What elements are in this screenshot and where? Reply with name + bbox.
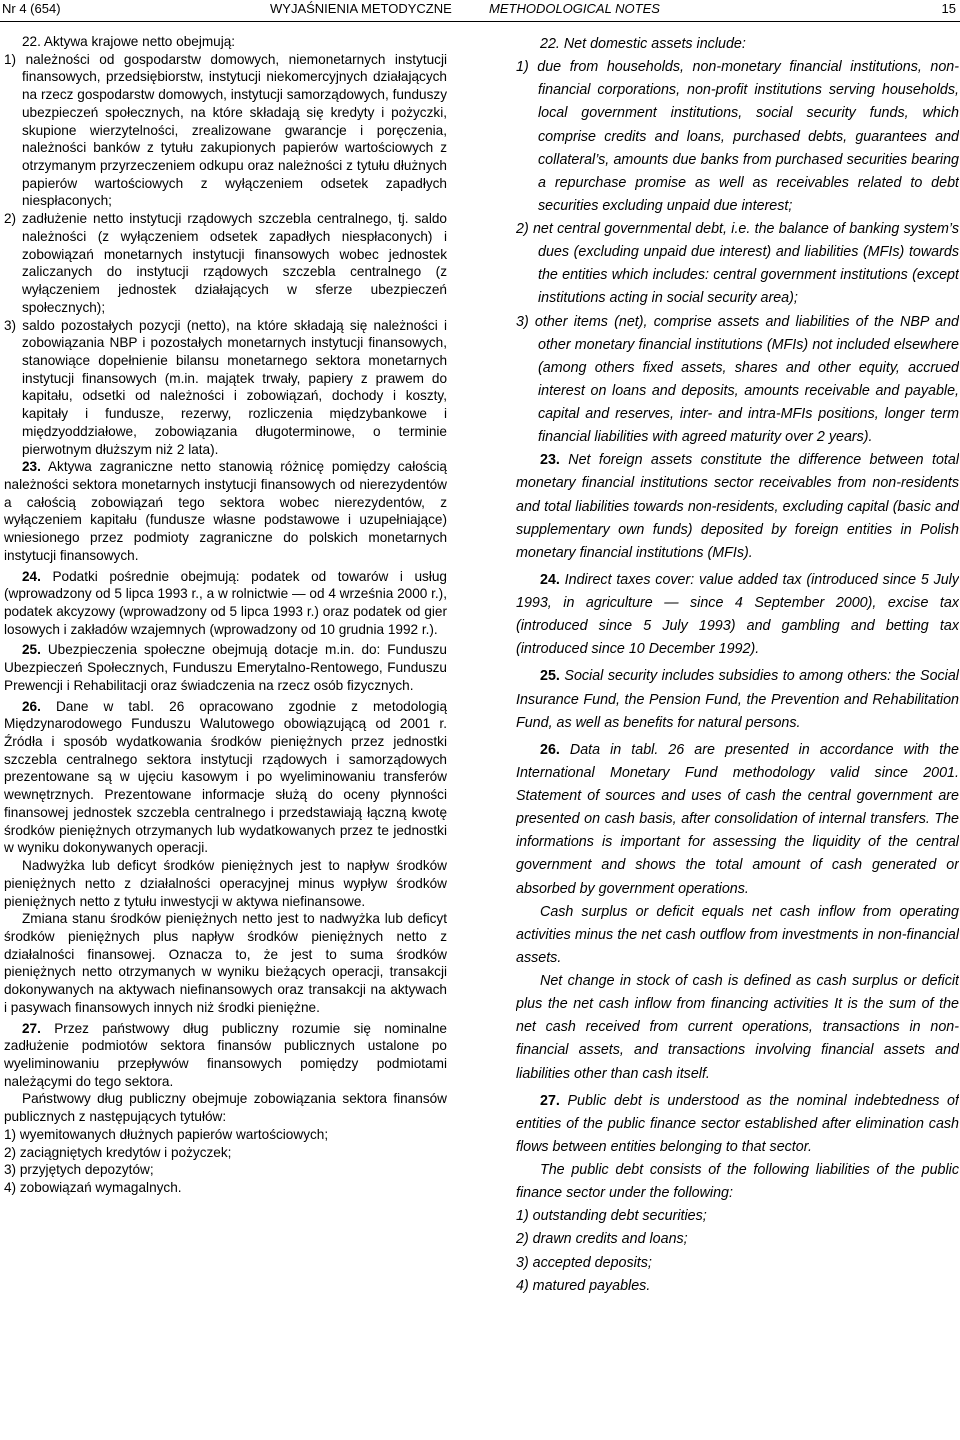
note-27-intro-pl: Państwowy dług publiczny obejmuje zobowiązania sektora finansów publicznych z następujących tytułów:	[4, 1091, 447, 1125]
note-22-item-2-pl: 2) zadłużenie netto instytucji rządowych szczebla centralnego, tj. saldo należności (z wyłączeniem odsetek zapadłych niespłaconych) i zobowiązań monetarnych instytucji finansowych wobec jednostek zaliczanych do instytucji rządowych szczebla centralnego (z wyłączeniem jednostek działających w sferze ubezpieczeń społecznych);	[4, 211, 447, 315]
note-22-item-2-en: 2) net central governmental debt, i.e. the balance of banking system’s dues (excluding unpaid due interest) and liabilities (MFIs) towards the entities which includes: central government institutions (except institutions acting in social security area);	[516, 221, 959, 307]
note-number: 25.	[22, 642, 41, 658]
note-number: 26.	[22, 698, 41, 714]
note-22-item-1-en: 1) due from households, non-monetary financial institutions, non-financial corporations, non-profit institutions serving households, local government institutions, social security funds, which comprise credits and loans, purchased debts, guarantees and collateral’s, amounts due banks from purchased securities bearing a repurchase promise as well as receivables related to debt securities excluding unpaid due interest;	[516, 59, 959, 214]
note-26-pl	[4, 698, 447, 857]
section-title-pl: WYJAŚNIENIA METODYCZNE	[270, 1, 452, 16]
note-number: 24.	[22, 568, 41, 584]
debt-item-en: 1) outstanding debt securities;	[516, 1208, 707, 1225]
note-24-pl	[4, 568, 447, 639]
note-23-pl	[4, 458, 447, 564]
english-column	[516, 33, 959, 1433]
debt-item-pl: 2) zaciągniętych kredytów i pożyczek;	[4, 1144, 232, 1160]
note-22-item-3-en: 3) other items (net), comprise assets and liabilities of the NBP and other monetary financial institutions (MFIs) not included elsewhere (among others fixed assets, shares and other equity, accrued interest on loans and deposits, amounts receivable and payable, capital and reserves, inter- and intra-MFIs positions, longer term financial liabilities with agreed maturity over 2 years).	[516, 313, 959, 446]
note-text: Net foreign assets constitute the difference between total monetary financial institutions sector receivables from non-residents and total liabilities towards non-residents, excluding capital (basic and supplementary own funds) deposited by foreign entities in Polish monetary financial institutions (MFIs).	[516, 452, 959, 561]
debt-item-pl: 1) wyemitowanych dłużnych papierów wartościowych;	[4, 1126, 329, 1142]
debt-item-en: 4) matured payables.	[516, 1277, 651, 1294]
note-26-surplus-en: Cash surplus or deficit equals net cash inflow from operating activities minus the net cash outflow from investments in non-financial assets.	[516, 903, 959, 966]
note-text: Aktywa zagraniczne netto stanowią różnicę pomiędzy całością należności sektora monetarnych instytucji finansowych od nierezydentów a całością zobowiązań tego sektora wobec nierezydentów, z wyłączeniem kapitału (fundusze własne podstawowe i uzupełniające) wniesionego przez podmioty zagraniczne do polskich monetarnych instytucji finansowych.	[4, 459, 447, 563]
note-text: Social security includes subsidies to among others: the Social Insurance Fund, the Pension Fund, the Prevention and Rehabilitation Fund, as well as benefits for natural persons.	[516, 668, 959, 731]
note-text: Indirect taxes cover: value added tax (introduced since 5 July 1993, in agriculture — since 4 September 2000), excise tax (introduced since 5 July 1993) and gambling and betting tax (introduced since 10 December 1992).	[516, 571, 959, 658]
note-26-surplus-pl: Nadwyżka lub deficyt środków pieniężnych jest to napływ środków pieniężnych netto z działalności operacyjnej minus wypływ środków pieniężnych netto z tytułu inwestycji w aktywa niefinansowe.	[4, 858, 447, 909]
note-text: Podatki pośrednie obejmują: podatek od towarów i usług (wprowadzony od 5 lipca 1993 r., a w rolnictwie — od 4 września 2000 r.), podatek akcyzowy (wprowadzony od 5 lipca 1993 r.) oraz podatek od gier losowych i zakładów wzajemnych (wprowadzony od 10 grudnia 1992 r.).	[4, 568, 447, 637]
note-27-pl	[4, 1020, 447, 1091]
polish-column	[4, 33, 447, 1433]
note-number: 25.	[540, 668, 560, 685]
issue-number: Nr 4 (654)	[2, 1, 61, 16]
note-24-en	[516, 569, 959, 662]
note-23-en	[516, 449, 959, 565]
debt-item-en: 2) drawn credits and loans;	[516, 1231, 688, 1248]
debt-item-pl: 3) przyjętych depozytów;	[4, 1162, 154, 1178]
note-number: 23.	[540, 452, 560, 469]
note-26-change-en: Net change in stock of cash is defined as cash surplus or deficit plus the net cash inflow from financing activities It is the sum of the net cash received from current operations, transactions in non-financial assets, and transactions involving financial assets and liabilities other than cash itself.	[516, 973, 959, 1082]
note-22-item-1-pl: 1) należności od gospodarstw domowych, niemonetarnych instytucji finansowych, przedsiębiorstw, instytucji niekomercyjnych działających na rzecz gospodarstw domowych, instytucji samorządowych, funduszy ubezpieczeń społecznych, na które składają się kredyty i pożyczki, skupione wierzytelności, zrealizowane gwarancje i poręczenia, należności banków z tytułu zakupionych papierów wartościowych z otrzymanym przyrzeczeniem odkupu oraz należności z tytułu dłużnych papierów wartościowych z wyłączeniem odsetek zapadłych niespłaconych;	[4, 51, 447, 209]
note-number: 27.	[540, 1092, 560, 1109]
note-22-intro-pl: 22. Aktywa krajowe netto obejmują:	[22, 34, 236, 49]
note-27-intro-en: The public debt consists of the following liabilities of the public finance sector under the following:	[516, 1162, 959, 1202]
section-title-en: METHODOLOGICAL NOTES	[489, 1, 660, 16]
note-text: Data in tabl. 26 are presented in accordance with the International Monetary Fund methodology valid since 2001. Statement of sources and uses of cash the central government are presented on cash basis, after consolidation of internal transfers. The informations is important for assessing the liquidity of the central government and shows the total amount of cash generated or absorbed by government operations.	[516, 741, 959, 897]
debt-item-pl: 4) zobowiązań wymagalnych.	[4, 1180, 182, 1195]
note-number: 27.	[22, 1020, 41, 1036]
note-27-en	[516, 1090, 959, 1159]
note-26-change-pl: Zmiana stanu środków pieniężnych netto jest to nadwyżka lub deficyt środków pieniężnych plus napływ środków pieniężnych netto z działalności finansowej. Oznacza to, że jest to suma środków pieniężnych netto otrzymanych w wyniku bieżących operacji, transakcji dokonywanych na aktywach niefinansowych oraz transakcji na aktywach i pasywach finansowych innych niż środki pieniężne.	[4, 911, 447, 1015]
note-number: 24.	[540, 571, 560, 588]
header-divider	[0, 21, 960, 22]
page-number: 15	[941, 1, 956, 16]
note-number: 26.	[540, 741, 560, 758]
running-header	[0, 0, 960, 18]
note-number: 23.	[22, 459, 41, 475]
note-22-item-3-pl: 3) saldo pozostałych pozycji (netto), na które składają się należności i zobowiązania NBP i pozostałych monetarnych instytucji finansowych, stanowiące dopełnienie bilansu monetarnego sektora monetarnych instytucji finansowych (m.in. majątek trwały, papiery z prawem do kapitału, odsetki od należności i zobowiązań, dochody i koszty, kapitały i fundusze, rezerwy, rozliczenia międzybankowe i międzyoddziałowe, zobowiązania długoterminowe, o terminie pierwotnym dłuższym niż 2 lata).	[4, 317, 447, 457]
note-25-pl	[4, 641, 447, 694]
debt-item-en: 3) accepted deposits;	[516, 1254, 652, 1271]
note-text: Public debt is understood as the nominal indebtedness of entities of the public finance sector established after elimination cash flows between entities belonging to that sector.	[516, 1092, 959, 1155]
note-text: Dane w tabl. 26 opracowano zgodnie z metodologią Międzynarodowego Funduszu Walutowego obowiązującą od 2001 r. Źródła i sposób wydatkowania środków pieniężnych przez jednostki szczebla centralnego sektora instytucji rządowych i samorządowych prezentowane są w ujęciu kasowym i po wyeliminowaniu transferów wewnętrznych. Prezentowane informacje służą do oceny płynności finansowej jednostek szczebla centralnego i przedstawiają łączną kwotę środków pieniężnych otrzymanych lub wydatkowanych przez te jednostki w wyniku dokonywanych operacji.	[4, 698, 447, 856]
note-text: Ubezpieczenia społeczne obejmują dotacje m.in. do: Funduszu Ubezpieczeń Społecznych, Funduszu Emerytalno-Rentowego, Funduszu Prewencji i Rehabilitacji oraz świadczenia na rzecz osób fizycznych.	[4, 642, 447, 693]
note-25-en	[516, 665, 959, 734]
note-26-en	[516, 739, 959, 901]
note-22-intro-en: 22. Net domestic assets include:	[540, 36, 746, 52]
note-text: Przez państwowy dług publiczny rozumie się nominalne zadłużenie podmiotów sektora finansów publicznych ustalone po wyeliminowaniu przepływów finansowych pomiędzy podmiotami należącymi do tego sektora.	[4, 1020, 447, 1089]
